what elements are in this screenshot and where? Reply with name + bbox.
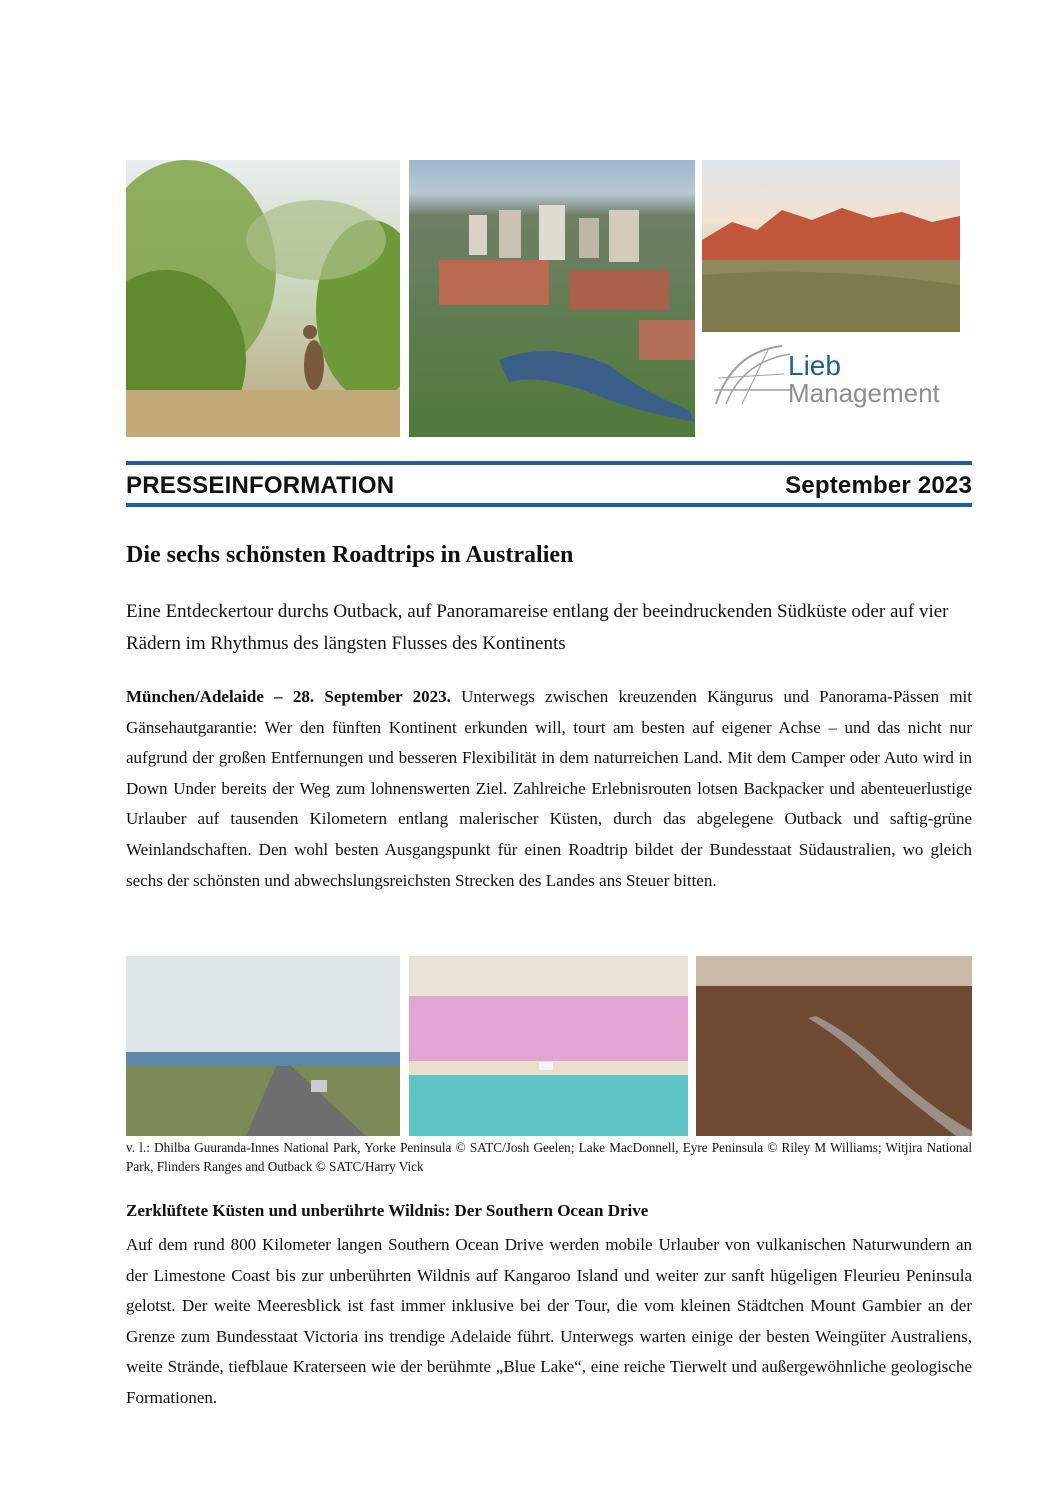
photo-adelaide-city [409,160,695,437]
photo-outback-road [696,956,972,1136]
header-label: PRESSEINFORMATION [126,472,395,499]
photo-flinders-ranges [702,160,960,332]
header-rule-bottom [126,503,972,507]
header-rule-top [126,461,972,465]
logo-name-line1: Lieb [788,350,841,381]
page-title: Die sechs schönsten Roadtrips in Australien [126,542,574,568]
photo-kangaroo-vineyard [126,160,400,437]
intro-dateline: München/Adelaide – 28. September 2023. [126,687,451,706]
section-heading: Zerklüftete Küsten und unberührte Wildnis: Der Southern Ocean Drive [126,1201,649,1220]
header-date: September 2023 [785,472,972,499]
photo-pink-lake [409,956,688,1136]
lead-text: Eine Entdeckertour durchs Outback, auf Panoramareise entlang der beeindruckenden Südküste oder auf vier Rädern im Rhythmus des längsten Flusses des Kontinents [126,601,949,654]
photo-coastal-road [126,956,400,1136]
photo-caption: v. l.: Dhilba Guuranda-Innes National Park, Yorke Peninsula © SATC/Josh Geelen; Lake MacDonnell, Eyre Peninsula © Riley M Williams; Witjira National Park, Flinders Ranges and Outback © SATC/Harry Vick [126,1140,972,1174]
intro-text: Unterwegs zwischen kreuzenden Kängurus und Panorama-Pässen mit Gänsehautgarantie: Wer den fünften Kontinent erkunden will, tourt am besten auf eigener Achse – und das nicht nur aufgrund der großen Entfernungen und besseren Flexibilität in dem naturreichen Land. Mit dem Camper oder Auto wird in Down Under bereits der Weg zum lohnenswerten Ziel. Zahlreiche Erlebnisrouten lotsen Backpacker und abenteuerlustige Urlauber auf tausenden Kilometern entlang malerischer Küsten, durch das abgelegene Outback und saftig-grüne Weinlandschaften. Den wohl besten Ausgangspunkt für einen Roadtrip bildet der Bundesstaat Südaustralien, wo gleich sechs der schönsten und abwechslungsreichsten Strecken des Landes ans Steuer bitten. [126,687,973,890]
section-paragraph: Auf dem rund 800 Kilometer langen Southern Ocean Drive werden mobile Urlauber von vulkanischen Naturwundern an der Limestone Coast bis zur unberührten Wildnis auf Kangaroo Island und weiter zur sanft hügeligen Fleurieu Peninsula gelotst. Der weite Meeresblick ist fast immer inklusive bei der Tour, die vom kleinen Städtchen Mount Gambier an der Grenze zum Bundesstaat Victoria ins trendige Adelaide führt. Unterwegs warten einige der besten Weingüter Australiens, weite Strände, tiefblaue Kraterseen wie der berühmte „Blue Lake“, eine reiche Tierwelt und außergewöhnliche geologische Formationen. [126,1235,972,1407]
intro-paragraph [126,682,972,896]
logo-name-line2: Management [788,378,940,408]
